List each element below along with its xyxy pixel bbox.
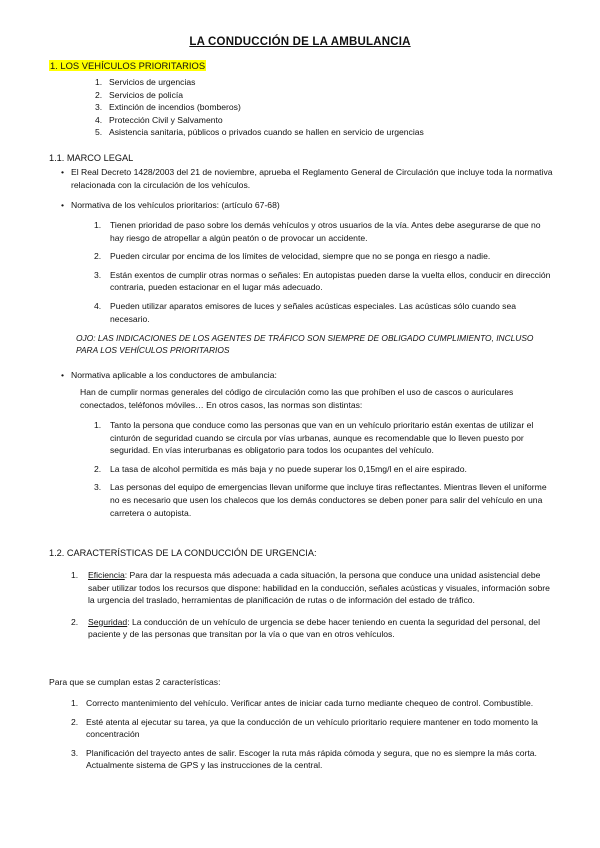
- list-item: 3. Las personas del equipo de emergencias llevan uniforme que incluye tiras reflectantes. Mientras lleven el uniforme no es necesario que usen los chalecos que los demás conductores se deben poner para salir del vehículo en una carretera o autopista.: [94, 482, 547, 518]
- term-eficiencia: Eficiencia: [88, 570, 125, 580]
- rd-paragraph: • El Real Decreto 1428/2003 del 21 de noviembre, aprueba el Reglamento General de Circulación que incluye toda la normativa relacionada con la circulación de los vehículos.: [61, 167, 553, 190]
- list-item: 3. Extinción de incendios (bomberos): [95, 102, 241, 113]
- list-item: 3. Están exentos de cumplir otras normas o señales: En autopistas pueden darse la vuelta ellos, conducir en dirección contraria, pueden estacionar en el lugar más adecuado.: [94, 269, 551, 293]
- list-item: 1. Servicios de urgencias: [95, 77, 196, 87]
- caracteristicas-list: [71, 569, 551, 641]
- conductores-list: [94, 419, 552, 519]
- term-seguridad: Seguridad: [88, 616, 128, 627]
- list-item: 1. Eficiencia: Para dar la respuesta más adecuada a cada situación, la persona que conduce una unidad asistencial debe saber utilizar todos los recursos que dispone: habilidad en la conducción, señales acústicas y visuales, información sobre la urgencia del traslado, herramientas de planificación de rutas o de información del estado de tráfico.: [71, 570, 550, 606]
- list-item: 4. Protección Civil y Salvamento: [95, 114, 223, 125]
- normativa-list: [94, 219, 552, 325]
- document-title: LA CONDUCCIÓN DE LA AMBULANCIA: [189, 36, 411, 48]
- highlighted-heading: 1. LOS VEHÍCULOS PRIORITARIOS: [50, 60, 206, 71]
- list-item: 3. Planificación del trayecto antes de salir. Escoger la ruta más rápida cómoda y segura, que no es siempre la más corta. Actualmente sistema de GPS y las instrucciones de la central.: [71, 747, 537, 771]
- list-item: 1. Tienen prioridad de paso sobre los demás vehículos y otros usuarios de la vía. Antes debe asegurarse de que no hay riesgo de atropellar a algún peatón o de provocar un accidente.: [94, 220, 541, 243]
- conductores-heading: • Normativa aplicable a los conductores de ambulancia:: [61, 370, 277, 380]
- normativa-heading: • Normativa de los vehículos prioritarios: (artículo 67-68): [61, 200, 280, 210]
- cumplir-heading: Para que se cumplan estas 2 características:: [49, 677, 221, 687]
- vehiculos-list: [95, 76, 545, 139]
- list-item: 4. Pueden utilizar aparatos emisores de luces y señales acústicas especiales. Las acústicas sólo cuando sea necesario.: [94, 300, 517, 324]
- conductores-intro: Han de cumplir normas generales del código de circulación como las que prohíben el uso de cascos o auriculares conectados, teléfonos móviles… En otros casos, las normas son distintas:: [80, 387, 514, 410]
- list-item: 2. Pueden circular por encima de los límites de velocidad, siempre que no se ponga en riesgo a nadie.: [94, 251, 491, 262]
- list-item: 2. Servicios de policía: [95, 89, 184, 100]
- section-heading-caracteristicas: 1.2. CARACTERÍSTICAS DE LA CONDUCCIÓN DE URGENCIA:: [49, 548, 317, 558]
- list-item: 2. La tasa de alcohol permitida es más baja y no puede superar los 0,15mg/l en el aire espirado.: [94, 463, 467, 474]
- list-item: 2. Seguridad: La conducción de un vehículo de urgencia se debe hacer teniendo en cuenta la seguridad del personal, del paciente y de las personas que transitan por la vía o que van en otros vehículos.: [71, 616, 540, 640]
- list-item: 1. Correcto mantenimiento del vehículo. Verificar antes de iniciar cada turno mediante chequeo de control. Combustible.: [71, 698, 534, 708]
- bullet-icon: •: [61, 200, 65, 210]
- warning-note: OJO: LAS INDICACIONES DE LOS AGENTES DE TRÁFICO SON SIEMPRE DE OBLIGADO CUMPLIMIENTO, INCLUSO PARA LOS VEHÍCULOS PRIORITARIOS: [76, 333, 534, 355]
- bullet-icon: •: [61, 167, 65, 177]
- bullet-icon: •: [61, 370, 65, 380]
- section-heading-vehiculos: [49, 60, 206, 73]
- list-item: 2. Esté atenta al ejecutar su tarea, ya que la conducción de un vehículo prioritario requiere mantener en todo momento la concentración: [71, 716, 538, 740]
- list-item: 1. Tanto la persona que conduce como las personas que van en un vehículo prioritario están exentas de utilizar el cinturón de seguridad cuando se circula por vías urbanas, aunque es recomendable que lo lleven puesto por seguridad. En vías interurbanas es obligatorio para todos los ocupantes del vehículo.: [94, 420, 534, 456]
- section-heading-marco-legal: 1.1. MARCO LEGAL: [49, 153, 134, 163]
- cumplir-list: [71, 697, 551, 772]
- list-item: 5. Asistencia sanitaria, públicos o privados cuando se hallen en servicio de urgencias: [95, 127, 424, 138]
